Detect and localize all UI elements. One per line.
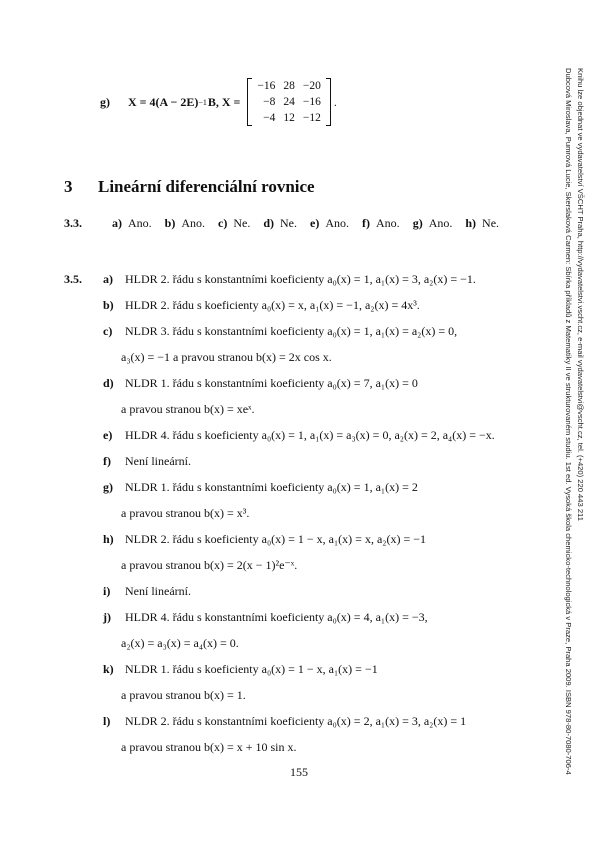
- item-text: HLDR 2. řádu s konstantními koeficienty a₀(x) = 1, a₁(x) = 3, a₂(x) = −1.: [125, 272, 476, 286]
- side-note-line-2: Knihu lze objednat ve vydavatelství VŠCHT Praha, http://vydavatelstvi.vscht.cz, e-mail vydavatelstvi@vscht.cz, tel. (+420) 220 443 211: [576, 68, 585, 521]
- answer-value: Ano.: [428, 216, 453, 230]
- answer-item: [103, 298, 420, 313]
- item-label: g): [103, 480, 113, 494]
- item-label: g): [100, 94, 110, 109]
- item-label: h): [103, 532, 114, 546]
- item-text-cont: a pravou stranou b(x) = x + 10 sin x.: [121, 740, 297, 754]
- answer-label: a): [112, 216, 122, 230]
- answer-label: g): [412, 216, 423, 230]
- item-text-cont: a pravou stranou b(x) = x³.: [121, 506, 250, 520]
- matrix-cell: −8: [263, 96, 276, 108]
- matrix-cell: 28: [283, 80, 295, 92]
- item-text: NLDR 1. řádu s koeficienty a₀(x) = 1 − x, a₁(x) = −1: [125, 662, 378, 676]
- formula-end: .: [333, 94, 337, 109]
- answer-label: f): [362, 216, 371, 230]
- answer-item: [103, 428, 495, 443]
- answer-item: [103, 714, 466, 729]
- item-label: b): [103, 298, 114, 312]
- matrix-cell: −16: [257, 80, 276, 92]
- answer-item: [103, 272, 476, 287]
- item-text-cont: a pravou stranou b(x) = 1.: [121, 688, 246, 702]
- answer-label: e): [310, 216, 320, 230]
- answer-label: h): [465, 216, 477, 230]
- answer-item: [103, 480, 418, 495]
- item-label: d): [103, 376, 114, 390]
- item-label: i): [103, 584, 111, 598]
- matrix-answer: [100, 72, 337, 132]
- answer-value: Ano.: [181, 216, 206, 230]
- item-text-cont: a pravou stranou b(x) = 2(x − 1)²e⁻ˣ.: [121, 558, 298, 572]
- answer-value: Ano.: [376, 216, 400, 230]
- formula-lhs: X = 4(A − 2E): [128, 94, 199, 109]
- item-label: l): [103, 714, 111, 728]
- item-text: Není lineární.: [125, 584, 191, 598]
- answer-item: [103, 324, 457, 339]
- item-label: k): [103, 662, 114, 676]
- page-number: 155: [290, 765, 308, 779]
- item-text-cont: a pravou stranou b(x) = xeˣ.: [121, 402, 255, 416]
- item-text: NLDR 2. řádu s konstantními koeficienty a₀(x) = 2, a₁(x) = 3, a₂(x) = 1: [125, 714, 467, 728]
- matrix-cell: −20: [302, 80, 321, 92]
- formula-exponent: −1: [198, 97, 207, 107]
- answer-item: [103, 610, 428, 625]
- item-text: NLDR 1. řádu s konstantními koeficienty a₀(x) = 1, a₁(x) = 2: [125, 480, 418, 494]
- answer-value: Ano.: [325, 216, 350, 230]
- item-text-cont: a₃(x) = −1 a pravou stranou b(x) = 2x cos x.: [121, 350, 332, 364]
- item-text: NLDR 2. řádu s koeficienty a₀(x) = 1 − x, a₁(x) = x, a₂(x) = −1: [125, 532, 426, 546]
- formula-rhs: B, X =: [207, 94, 241, 109]
- matrix-cell: −4: [263, 112, 276, 124]
- item-label: f): [103, 454, 111, 468]
- matrix-x: [247, 78, 331, 126]
- item-label: a): [103, 272, 113, 286]
- answer-value: Ano.: [128, 216, 152, 230]
- answer-label: d): [263, 216, 275, 230]
- answer-item: [103, 532, 426, 547]
- answer-item: [103, 454, 191, 469]
- answer-label: b): [164, 216, 176, 230]
- answer-value: Ne.: [280, 216, 298, 230]
- item-text: Není lineární.: [125, 454, 191, 468]
- answer-item: [103, 662, 378, 677]
- item-text: HLDR 2. řádu s koeficienty a₀(x) = x, a₁(x) = −1, a₂(x) = 4x³.: [125, 298, 420, 312]
- answer-item: [103, 376, 418, 391]
- item-text: HLDR 4. řádu s koeficienty a₀(x) = 1, a₁(x) = a₃(x) = 0, a₂(x) = 2, a₄(x) = −x.: [125, 428, 495, 442]
- problem-label: 3.3.: [64, 216, 82, 230]
- side-note: [563, 68, 585, 775]
- matrix-cell: 24: [283, 96, 295, 108]
- section-title: Lineární diferenciální rovnice: [98, 177, 315, 196]
- answer-label: c): [218, 216, 228, 230]
- item-label: c): [103, 324, 113, 338]
- section-number: 3: [64, 177, 73, 196]
- problem-3-3: [64, 216, 499, 231]
- item-text: HLDR 4. řádu s konstantními koeficienty a₀(x) = 4, a₁(x) = −3,: [125, 610, 428, 624]
- answer-value: Ne.: [233, 216, 251, 230]
- item-label: j): [103, 610, 111, 624]
- answer-item: [103, 584, 191, 599]
- side-note-line-1: Dubcová Miroslava, Pumrová Lucie, Skerslaková Carmen: Sbírka příkladů z Matematiky II ve strukturovaném studiu. 1st ed. Vysoká škola chemicko-technologická v Praze, Praha 2009. ISBN 978-80-7080-706-4: [564, 68, 573, 775]
- answer-list: [112, 216, 499, 230]
- matrix-cell: 12: [283, 112, 295, 124]
- matrix-cell: −12: [302, 112, 321, 124]
- matrix-cell: −16: [302, 96, 321, 108]
- item-text: NLDR 3. řádu s konstantními koeficienty a₀(x) = 1, a₁(x) = a₂(x) = 0,: [125, 324, 458, 338]
- item-text: NLDR 1. řádu s konstantními koeficienty a₀(x) = 7, a₁(x) = 0: [125, 376, 418, 390]
- section-heading: [64, 177, 315, 197]
- item-label: e): [103, 428, 113, 442]
- problem-label: 3.5.: [64, 272, 82, 286]
- item-text-cont: a₂(x) = a₃(x) = a₄(x) = 0.: [121, 636, 239, 650]
- answer-value: Ne.: [482, 216, 500, 230]
